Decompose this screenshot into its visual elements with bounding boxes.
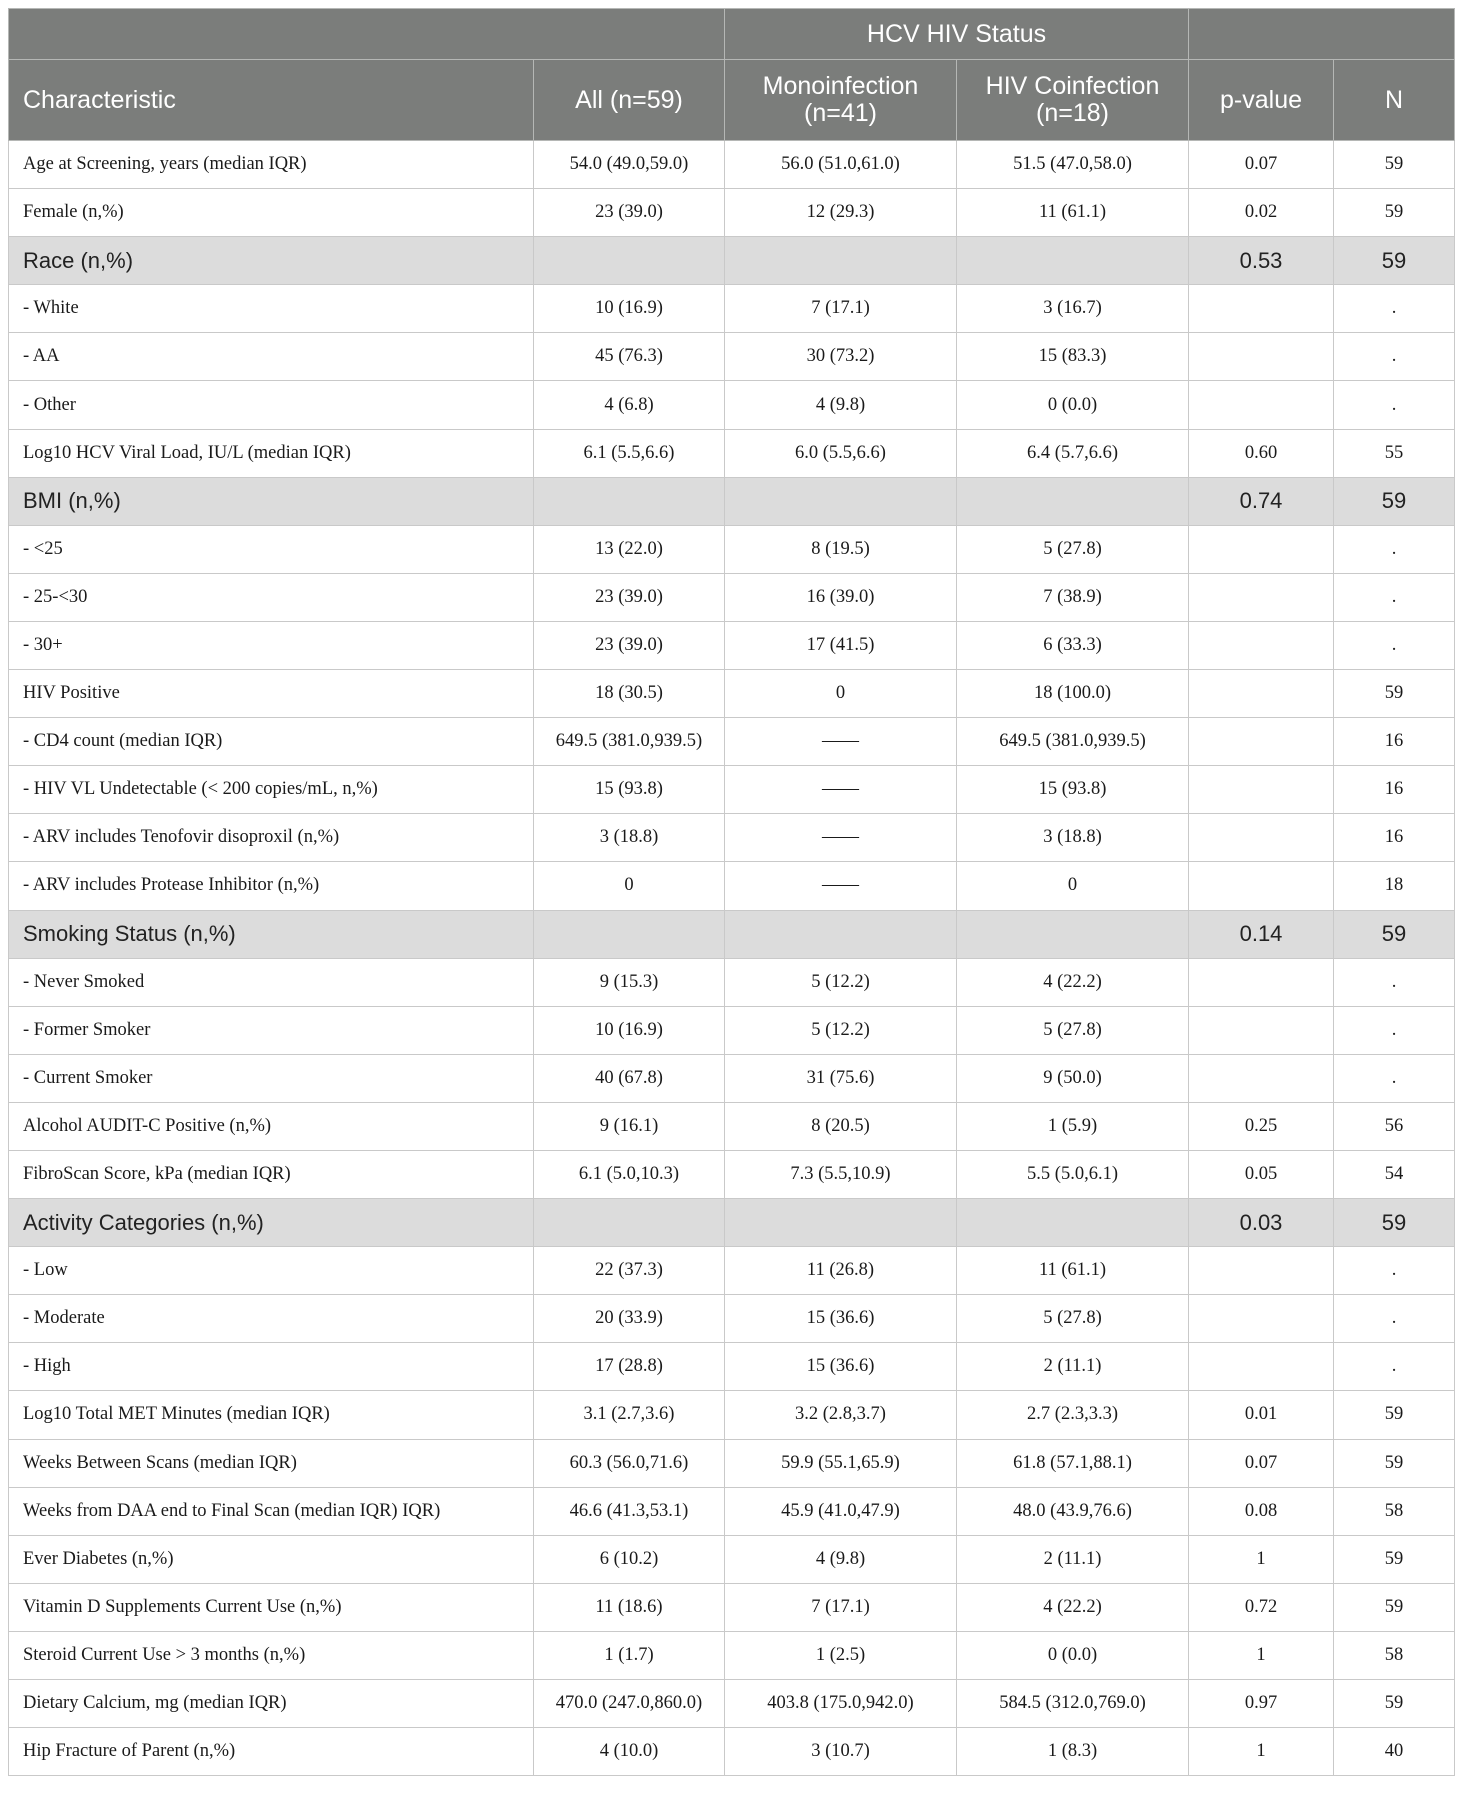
cell-hiv-coinfection: 3 (16.7) — [957, 285, 1189, 333]
cell-n: . — [1334, 1247, 1455, 1295]
cell-n: 59 — [1334, 1535, 1455, 1583]
cell-n: 58 — [1334, 1487, 1455, 1535]
cell-n: 59 — [1334, 477, 1455, 525]
cell-monoinfection: 30 (73.2) — [725, 333, 957, 381]
cell-all — [534, 477, 725, 525]
cell-hiv-coinfection — [957, 1199, 1189, 1247]
cell-p-value — [1189, 958, 1334, 1006]
cell-monoinfection: —— — [725, 862, 957, 910]
cell-characteristic: - CD4 count (median IQR) — [9, 718, 534, 766]
cell-all — [534, 910, 725, 958]
characteristics-table — [8, 8, 1455, 1776]
cell-hiv-coinfection — [957, 910, 1189, 958]
cell-all: 23 (39.0) — [534, 189, 725, 237]
table-row — [9, 958, 1455, 1006]
cell-monoinfection: 7 (17.1) — [725, 285, 957, 333]
cell-monoinfection: —— — [725, 814, 957, 862]
cell-n: . — [1334, 1343, 1455, 1391]
cell-p-value — [1189, 1054, 1334, 1102]
cell-monoinfection: 45.9 (41.0,47.9) — [725, 1487, 957, 1535]
cell-monoinfection: 16 (39.0) — [725, 573, 957, 621]
column-header-n: N — [1334, 60, 1455, 141]
cell-monoinfection: 4 (9.8) — [725, 381, 957, 429]
column-header-monoinfection: Monoinfection (n=41) — [725, 60, 957, 141]
cell-characteristic: - White — [9, 285, 534, 333]
table-row — [9, 1295, 1455, 1343]
table-row — [9, 1487, 1455, 1535]
cell-p-value: 0.60 — [1189, 429, 1334, 477]
cell-characteristic: Hip Fracture of Parent (n,%) — [9, 1728, 534, 1776]
header-group-label: HCV HIV Status — [725, 9, 1189, 60]
cell-n: 59 — [1334, 237, 1455, 285]
cell-hiv-coinfection: 2 (11.1) — [957, 1535, 1189, 1583]
cell-hiv-coinfection: 0 (0.0) — [957, 1631, 1189, 1679]
cell-characteristic: Vitamin D Supplements Current Use (n,%) — [9, 1583, 534, 1631]
table-row — [9, 718, 1455, 766]
cell-p-value: 0.02 — [1189, 189, 1334, 237]
cell-n: 59 — [1334, 1680, 1455, 1728]
table-row — [9, 814, 1455, 862]
cell-all: 15 (93.8) — [534, 766, 725, 814]
cell-hiv-coinfection: 2 (11.1) — [957, 1343, 1189, 1391]
cell-n: . — [1334, 381, 1455, 429]
cell-monoinfection — [725, 1199, 957, 1247]
cell-hiv-coinfection: 6.4 (5.7,6.6) — [957, 429, 1189, 477]
cell-all: 649.5 (381.0,939.5) — [534, 718, 725, 766]
cell-monoinfection: 7 (17.1) — [725, 1583, 957, 1631]
cell-characteristic: - Moderate — [9, 1295, 534, 1343]
cell-p-value: 0.08 — [1189, 1487, 1334, 1535]
table-row — [9, 1728, 1455, 1776]
cell-monoinfection: 5 (12.2) — [725, 1006, 957, 1054]
cell-monoinfection: 3 (10.7) — [725, 1728, 957, 1776]
cell-hiv-coinfection — [957, 477, 1189, 525]
cell-all: 4 (6.8) — [534, 381, 725, 429]
cell-n: 40 — [1334, 1728, 1455, 1776]
table-row — [9, 1150, 1455, 1198]
cell-monoinfection: 12 (29.3) — [725, 189, 957, 237]
cell-monoinfection: 4 (9.8) — [725, 1535, 957, 1583]
table-row — [9, 141, 1455, 189]
table-row — [9, 1631, 1455, 1679]
cell-n: 59 — [1334, 141, 1455, 189]
cell-characteristic: - Low — [9, 1247, 534, 1295]
cell-p-value: 0.14 — [1189, 910, 1334, 958]
table-row — [9, 189, 1455, 237]
table-row — [9, 1535, 1455, 1583]
cell-p-value — [1189, 381, 1334, 429]
cell-all: 11 (18.6) — [534, 1583, 725, 1631]
cell-characteristic: Age at Screening, years (median IQR) — [9, 141, 534, 189]
cell-n: 54 — [1334, 1150, 1455, 1198]
cell-characteristic: - HIV VL Undetectable (< 200 copies/mL, n,%) — [9, 766, 534, 814]
cell-all: 10 (16.9) — [534, 285, 725, 333]
cell-all: 6.1 (5.5,6.6) — [534, 429, 725, 477]
cell-characteristic: HIV Positive — [9, 670, 534, 718]
cell-p-value: 0.01 — [1189, 1391, 1334, 1439]
cell-characteristic: Steroid Current Use > 3 months (n,%) — [9, 1631, 534, 1679]
cell-hiv-coinfection: 649.5 (381.0,939.5) — [957, 718, 1189, 766]
cell-all: 9 (16.1) — [534, 1102, 725, 1150]
header-group-row — [9, 9, 1455, 60]
column-header-all: All (n=59) — [534, 60, 725, 141]
cell-hiv-coinfection: 5 (27.8) — [957, 1006, 1189, 1054]
cell-characteristic: Weeks Between Scans (median IQR) — [9, 1439, 534, 1487]
cell-characteristic: - Current Smoker — [9, 1054, 534, 1102]
cell-p-value: 0.97 — [1189, 1680, 1334, 1728]
cell-hiv-coinfection: 4 (22.2) — [957, 958, 1189, 1006]
cell-characteristic: Alcohol AUDIT-C Positive (n,%) — [9, 1102, 534, 1150]
cell-hiv-coinfection: 11 (61.1) — [957, 1247, 1189, 1295]
cell-p-value — [1189, 814, 1334, 862]
cell-characteristic: - High — [9, 1343, 534, 1391]
cell-n: 18 — [1334, 862, 1455, 910]
table-row — [9, 1102, 1455, 1150]
header-group-spacer-right — [1189, 9, 1455, 60]
cell-monoinfection — [725, 477, 957, 525]
cell-p-value — [1189, 670, 1334, 718]
cell-all: 18 (30.5) — [534, 670, 725, 718]
cell-hiv-coinfection: 5 (27.8) — [957, 525, 1189, 573]
column-header-characteristic: Characteristic — [9, 60, 534, 141]
table-row — [9, 1583, 1455, 1631]
cell-all: 6.1 (5.0,10.3) — [534, 1150, 725, 1198]
cell-monoinfection: 5 (12.2) — [725, 958, 957, 1006]
cell-n: . — [1334, 621, 1455, 669]
cell-characteristic: Race (n,%) — [9, 237, 534, 285]
cell-p-value: 0.72 — [1189, 1583, 1334, 1631]
cell-p-value — [1189, 333, 1334, 381]
table-row — [9, 1391, 1455, 1439]
table-row — [9, 1054, 1455, 1102]
cell-monoinfection: 11 (26.8) — [725, 1247, 957, 1295]
cell-p-value: 0.07 — [1189, 141, 1334, 189]
cell-hiv-coinfection: 15 (93.8) — [957, 766, 1189, 814]
cell-characteristic: - AA — [9, 333, 534, 381]
cell-characteristic: - Other — [9, 381, 534, 429]
table-row — [9, 1247, 1455, 1295]
cell-hiv-coinfection: 5 (27.8) — [957, 1295, 1189, 1343]
cell-n: . — [1334, 1006, 1455, 1054]
cell-p-value — [1189, 621, 1334, 669]
cell-all: 13 (22.0) — [534, 525, 725, 573]
cell-monoinfection: 17 (41.5) — [725, 621, 957, 669]
cell-characteristic: Activity Categories (n,%) — [9, 1199, 534, 1247]
cell-n: 59 — [1334, 1391, 1455, 1439]
header-column-row — [9, 60, 1455, 141]
cell-characteristic: - 25-<30 — [9, 573, 534, 621]
table-row — [9, 862, 1455, 910]
cell-characteristic: Dietary Calcium, mg (median IQR) — [9, 1680, 534, 1728]
cell-all: 6 (10.2) — [534, 1535, 725, 1583]
cell-p-value — [1189, 525, 1334, 573]
cell-hiv-coinfection: 584.5 (312.0,769.0) — [957, 1680, 1189, 1728]
cell-characteristic: Log10 Total MET Minutes (median IQR) — [9, 1391, 534, 1439]
cell-all: 45 (76.3) — [534, 333, 725, 381]
cell-p-value — [1189, 1295, 1334, 1343]
cell-p-value: 0.05 — [1189, 1150, 1334, 1198]
cell-all: 17 (28.8) — [534, 1343, 725, 1391]
cell-n: 16 — [1334, 718, 1455, 766]
cell-characteristic: BMI (n,%) — [9, 477, 534, 525]
cell-hiv-coinfection: 0 — [957, 862, 1189, 910]
column-header-p-value: p-value — [1189, 60, 1334, 141]
cell-n: . — [1334, 525, 1455, 573]
cell-all: 54.0 (49.0,59.0) — [534, 141, 725, 189]
cell-monoinfection: —— — [725, 766, 957, 814]
cell-n: 55 — [1334, 429, 1455, 477]
cell-all: 23 (39.0) — [534, 573, 725, 621]
cell-all: 0 — [534, 862, 725, 910]
cell-hiv-coinfection: 11 (61.1) — [957, 189, 1189, 237]
cell-all: 23 (39.0) — [534, 621, 725, 669]
cell-hiv-coinfection: 3 (18.8) — [957, 814, 1189, 862]
cell-p-value: 1 — [1189, 1535, 1334, 1583]
cell-hiv-coinfection: 1 (5.9) — [957, 1102, 1189, 1150]
cell-monoinfection: 1 (2.5) — [725, 1631, 957, 1679]
cell-all: 60.3 (56.0,71.6) — [534, 1439, 725, 1487]
cell-n: 59 — [1334, 189, 1455, 237]
cell-p-value — [1189, 718, 1334, 766]
table-row — [9, 1343, 1455, 1391]
cell-n: 59 — [1334, 670, 1455, 718]
table-header — [9, 9, 1455, 141]
cell-characteristic: - <25 — [9, 525, 534, 573]
cell-monoinfection: 59.9 (55.1,65.9) — [725, 1439, 957, 1487]
cell-monoinfection: 403.8 (175.0,942.0) — [725, 1680, 957, 1728]
cell-hiv-coinfection: 48.0 (43.9,76.6) — [957, 1487, 1189, 1535]
cell-n: 59 — [1334, 910, 1455, 958]
table-row — [9, 670, 1455, 718]
cell-hiv-coinfection: 7 (38.9) — [957, 573, 1189, 621]
cell-p-value — [1189, 285, 1334, 333]
cell-all: 40 (67.8) — [534, 1054, 725, 1102]
table-row — [9, 621, 1455, 669]
cell-characteristic: - 30+ — [9, 621, 534, 669]
table-row — [9, 766, 1455, 814]
cell-characteristic: - Never Smoked — [9, 958, 534, 1006]
table-section-row — [9, 910, 1455, 958]
table-row — [9, 381, 1455, 429]
table-row — [9, 429, 1455, 477]
cell-all: 470.0 (247.0,860.0) — [534, 1680, 725, 1728]
cell-characteristic: - ARV includes Protease Inhibitor (n,%) — [9, 862, 534, 910]
cell-n: 59 — [1334, 1199, 1455, 1247]
cell-hiv-coinfection: 4 (22.2) — [957, 1583, 1189, 1631]
cell-all — [534, 237, 725, 285]
cell-monoinfection: 7.3 (5.5,10.9) — [725, 1150, 957, 1198]
cell-p-value: 1 — [1189, 1631, 1334, 1679]
cell-p-value: 0.03 — [1189, 1199, 1334, 1247]
cell-monoinfection — [725, 910, 957, 958]
cell-n: . — [1334, 285, 1455, 333]
table-body — [9, 141, 1455, 1776]
cell-n: 59 — [1334, 1583, 1455, 1631]
cell-all: 9 (15.3) — [534, 958, 725, 1006]
cell-p-value: 0.25 — [1189, 1102, 1334, 1150]
table-section-row — [9, 237, 1455, 285]
cell-n: 56 — [1334, 1102, 1455, 1150]
table-row — [9, 525, 1455, 573]
cell-characteristic: - Former Smoker — [9, 1006, 534, 1054]
cell-hiv-coinfection: 6 (33.3) — [957, 621, 1189, 669]
cell-n: 59 — [1334, 1439, 1455, 1487]
cell-hiv-coinfection: 0 (0.0) — [957, 381, 1189, 429]
cell-all: 22 (37.3) — [534, 1247, 725, 1295]
cell-hiv-coinfection: 61.8 (57.1,88.1) — [957, 1439, 1189, 1487]
cell-characteristic: Weeks from DAA end to Final Scan (median IQR) IQR) — [9, 1487, 534, 1535]
cell-monoinfection: 3.2 (2.8,3.7) — [725, 1391, 957, 1439]
cell-monoinfection: 6.0 (5.5,6.6) — [725, 429, 957, 477]
table-container — [8, 8, 1454, 1776]
cell-monoinfection: 31 (75.6) — [725, 1054, 957, 1102]
cell-all: 3.1 (2.7,3.6) — [534, 1391, 725, 1439]
cell-p-value — [1189, 573, 1334, 621]
cell-monoinfection: 56.0 (51.0,61.0) — [725, 141, 957, 189]
cell-p-value — [1189, 1247, 1334, 1295]
cell-p-value — [1189, 766, 1334, 814]
cell-hiv-coinfection: 2.7 (2.3,3.3) — [957, 1391, 1189, 1439]
cell-monoinfection: 15 (36.6) — [725, 1343, 957, 1391]
cell-hiv-coinfection: 51.5 (47.0,58.0) — [957, 141, 1189, 189]
cell-p-value — [1189, 862, 1334, 910]
cell-n: 58 — [1334, 1631, 1455, 1679]
cell-hiv-coinfection: 15 (83.3) — [957, 333, 1189, 381]
header-group-spacer — [9, 9, 725, 60]
table-section-row — [9, 1199, 1455, 1247]
cell-n: . — [1334, 1295, 1455, 1343]
cell-characteristic: - ARV includes Tenofovir disoproxil (n,%) — [9, 814, 534, 862]
cell-p-value: 0.53 — [1189, 237, 1334, 285]
cell-hiv-coinfection: 5.5 (5.0,6.1) — [957, 1150, 1189, 1198]
cell-monoinfection: 15 (36.6) — [725, 1295, 957, 1343]
table-row — [9, 333, 1455, 381]
table-row — [9, 1680, 1455, 1728]
cell-n: . — [1334, 333, 1455, 381]
cell-all: 20 (33.9) — [534, 1295, 725, 1343]
cell-characteristic: Log10 HCV Viral Load, IU/L (median IQR) — [9, 429, 534, 477]
cell-all: 3 (18.8) — [534, 814, 725, 862]
cell-p-value — [1189, 1343, 1334, 1391]
cell-all: 4 (10.0) — [534, 1728, 725, 1776]
cell-hiv-coinfection — [957, 237, 1189, 285]
cell-n: 16 — [1334, 766, 1455, 814]
cell-hiv-coinfection: 1 (8.3) — [957, 1728, 1189, 1776]
cell-monoinfection: 0 — [725, 670, 957, 718]
cell-n: . — [1334, 1054, 1455, 1102]
cell-characteristic: Ever Diabetes (n,%) — [9, 1535, 534, 1583]
cell-n: . — [1334, 573, 1455, 621]
cell-p-value — [1189, 1006, 1334, 1054]
cell-monoinfection — [725, 237, 957, 285]
cell-p-value: 0.07 — [1189, 1439, 1334, 1487]
table-row — [9, 1006, 1455, 1054]
cell-monoinfection: —— — [725, 718, 957, 766]
table-row — [9, 285, 1455, 333]
cell-n: 16 — [1334, 814, 1455, 862]
table-row — [9, 1439, 1455, 1487]
cell-monoinfection: 8 (19.5) — [725, 525, 957, 573]
cell-all — [534, 1199, 725, 1247]
cell-monoinfection: 8 (20.5) — [725, 1102, 957, 1150]
column-header-hiv-coinfection: HIV Coinfection (n=18) — [957, 60, 1189, 141]
table-row — [9, 573, 1455, 621]
cell-all: 1 (1.7) — [534, 1631, 725, 1679]
cell-hiv-coinfection: 18 (100.0) — [957, 670, 1189, 718]
cell-characteristic: Smoking Status (n,%) — [9, 910, 534, 958]
table-section-row — [9, 477, 1455, 525]
cell-characteristic: FibroScan Score, kPa (median IQR) — [9, 1150, 534, 1198]
cell-hiv-coinfection: 9 (50.0) — [957, 1054, 1189, 1102]
cell-p-value: 1 — [1189, 1728, 1334, 1776]
cell-n: . — [1334, 958, 1455, 1006]
cell-characteristic: Female (n,%) — [9, 189, 534, 237]
cell-p-value: 0.74 — [1189, 477, 1334, 525]
cell-all: 46.6 (41.3,53.1) — [534, 1487, 725, 1535]
cell-all: 10 (16.9) — [534, 1006, 725, 1054]
